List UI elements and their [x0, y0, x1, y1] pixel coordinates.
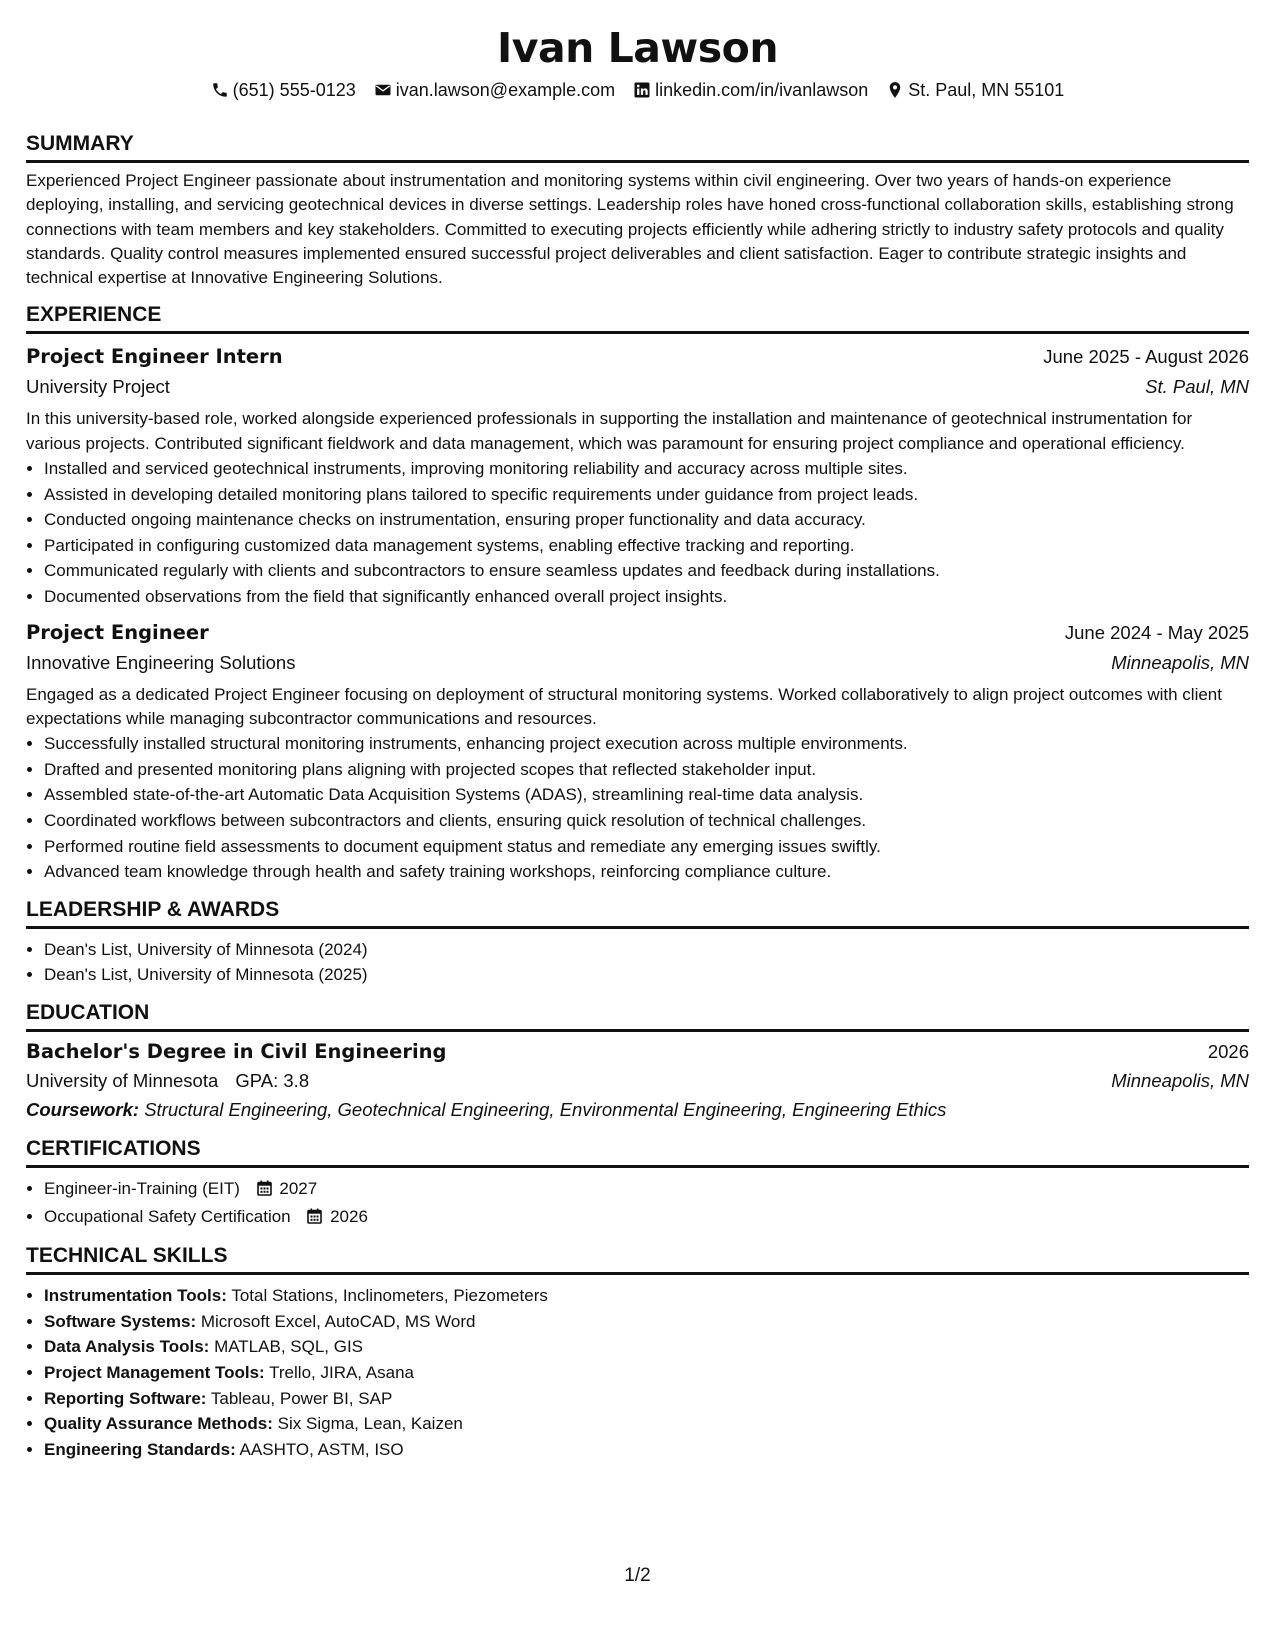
coursework-line — [26, 1095, 1249, 1124]
skill-label: Reporting Software: — [44, 1388, 207, 1408]
job-bullet: • Successfully installed structural monitoring instruments, enhancing project execution across multiple environments. — [44, 731, 1249, 757]
skill-value: Trello, JIRA, Asana — [269, 1362, 415, 1382]
page-number: 1/2 — [624, 1565, 651, 1586]
certification-year: 2027 — [279, 1178, 318, 1198]
experience-section — [26, 302, 1249, 884]
contact-location — [886, 78, 1064, 102]
calendar-icon — [307, 1206, 322, 1232]
job-entry — [26, 343, 1249, 609]
candidate-name: Ivan Lawson — [496, 24, 779, 72]
job-location: St. Paul, MN — [1145, 376, 1249, 398]
coursework-text: Structural Engineering, Geotechnical Engineering, Environmental Engineering, Engineering Ethics — [144, 1098, 947, 1120]
job-dates: June 2024 - May 2025 — [1064, 621, 1249, 643]
job-bullet: • Drafted and presented monitoring plans aligning with projected scopes that reflected stakeholder input. — [44, 757, 1249, 783]
job-bullet: • Assisted in developing detailed monitoring plans tailored to specific requirements under guidance from project leads. — [44, 482, 1249, 508]
skills-list — [26, 1283, 1249, 1462]
section-title-experience: EXPERIENCE — [26, 302, 1249, 334]
job-bullet: • Installed and serviced geotechnical instruments, improving monitoring reliability and accuracy across multiple sites. — [44, 456, 1249, 482]
contact-bar — [26, 78, 1249, 102]
contact-email[interactable] — [374, 78, 615, 102]
skill-value: Tableau, Power BI, SAP — [210, 1388, 393, 1408]
certification-year: 2026 — [330, 1206, 368, 1226]
skills-section — [26, 1243, 1249, 1462]
skill-item — [44, 1437, 1249, 1463]
certification-item — [44, 1204, 1249, 1232]
contact-phone — [211, 78, 356, 102]
job-organization: University Project — [26, 376, 170, 398]
job-title: Project Engineer — [26, 620, 209, 644]
email-link[interactable]: ivan.lawson@example.com — [395, 80, 616, 100]
skill-label: Data Analysis Tools: — [44, 1337, 210, 1357]
summary-section — [26, 131, 1249, 290]
job-dates: June 2025 - August 2026 — [1043, 346, 1249, 368]
skill-value: Six Sigma, Lean, Kaizen — [277, 1414, 463, 1434]
section-title-awards: LEADERSHIP & AWARDS — [26, 897, 1249, 929]
skill-item — [44, 1309, 1249, 1335]
section-title-skills: TECHNICAL SKILLS — [26, 1243, 1249, 1275]
calendar-icon — [257, 1178, 272, 1204]
skill-item — [44, 1334, 1249, 1360]
location-text: St. Paul, MN 55101 — [908, 80, 1065, 100]
job-organization: Innovative Engineering Solutions — [26, 651, 296, 673]
skill-label: Software Systems: — [44, 1311, 197, 1331]
envelope-icon — [374, 81, 392, 99]
job-description: Engaged as a dedicated Project Engineer focusing on deployment of structural monitoring systems. Worked collaboratively to align project outcomes with client expectations while managing subcontractor communications and resources. — [26, 684, 1222, 728]
job-bullet: • Participated in configuring customized data management systems, enabling effective tracking and reporting. — [44, 533, 1249, 559]
education-section — [26, 1000, 1249, 1124]
linkedin-icon — [633, 81, 651, 99]
coursework-label: Coursework: — [26, 1098, 140, 1120]
section-title-summary: SUMMARY — [26, 131, 1249, 163]
skill-label: Instrumentation Tools: — [44, 1286, 227, 1306]
phone-icon — [211, 81, 229, 99]
school-location: Minneapolis, MN — [1111, 1069, 1249, 1091]
summary-text: Experienced Project Engineer passionate about instrumentation and monitoring systems within civil engineering. Over two years of hands-on experience deploying, installing, and servicing geotechnical devices in diverse settings. Leadership roles have honed cross-functional collaboration skills, establishing strong connections with team members and key stakeholders. Committed to executing projects efficiently while adhering strictly to industry safety protocols and quality standards. Quality control measures implemented ensured successful project deliverables and client satisfaction. Eager to contribute strategic insights and technical expertise at Innovative Engineering Solutions. — [26, 171, 1234, 288]
certification-name: Occupational Safety Certification — [44, 1206, 291, 1226]
skill-item — [44, 1411, 1249, 1437]
skill-value: AASHTO, ASTM, ISO — [239, 1439, 404, 1459]
job-bullet: • Advanced team knowledge through health and safety training workshops, reinforcing compliance culture. — [44, 859, 1249, 885]
certification-name: Engineer-in-Training (EIT) — [44, 1178, 240, 1198]
skill-item — [44, 1360, 1249, 1386]
job-bullet: • Documented observations from the field that significantly enhanced overall project insights. — [44, 584, 1249, 610]
job-bullet: • Assembled state-of-the-art Automatic Data Acquisition Systems (ADAS), streamlining real-time data analysis. — [44, 782, 1249, 808]
job-bullets — [26, 731, 1249, 885]
school-name: University of Minnesota — [26, 1069, 219, 1091]
degree-title: Bachelor's Degree in Civil Engineering — [26, 1039, 447, 1063]
job-bullet: • Coordinated workflows between subcontractors and clients, ensuring quick resolution of technical challenges. — [44, 808, 1249, 834]
certification-item — [44, 1176, 1249, 1204]
award-item: • Dean's List, University of Minnesota (2025) — [44, 962, 1249, 988]
job-title: Project Engineer Intern — [26, 345, 283, 369]
job-bullet: • Conducted ongoing maintenance checks on instrumentation, ensuring proper functionality and data accuracy. — [44, 507, 1249, 533]
contact-linkedin[interactable] — [633, 78, 868, 102]
job-entry — [26, 619, 1249, 885]
certifications-section — [26, 1136, 1249, 1231]
section-title-education: EDUCATION — [26, 1000, 1249, 1032]
map-pin-icon — [886, 81, 904, 99]
skill-value: MATLAB, SQL, GIS — [214, 1337, 364, 1357]
job-description: In this university-based role, worked alongside experienced professionals in supporting the installation and maintenance of geotechnical instrumentation for various projects. Contributed significant fieldwork and data management, which was paramount for ensuring project compliance and operational efficiency. — [26, 409, 1193, 453]
job-bullet: • Communicated regularly with clients and subcontractors to ensure seamless updates and feedback during installations. — [44, 558, 1249, 584]
section-title-certifications: CERTIFICATIONS — [26, 1136, 1249, 1168]
awards-list — [26, 937, 1249, 988]
skill-value: Total Stations, Inclinometers, Piezometers — [231, 1286, 548, 1306]
phone-text: (651) 555-0123 — [232, 80, 356, 100]
award-item: • Dean's List, University of Minnesota (2024) — [44, 937, 1249, 963]
skill-label: Project Management Tools: — [44, 1362, 265, 1382]
skill-item — [44, 1386, 1249, 1412]
job-location: Minneapolis, MN — [1111, 651, 1249, 673]
skill-item — [44, 1283, 1249, 1309]
skill-label: Quality Assurance Methods: — [44, 1414, 273, 1434]
graduation-year: 2026 — [1207, 1040, 1249, 1062]
certifications-list — [26, 1176, 1249, 1231]
gpa-text: GPA: 3.8 — [235, 1069, 310, 1091]
skill-value: Microsoft Excel, AutoCAD, MS Word — [200, 1311, 476, 1331]
job-bullet: • Performed routine field assessments to document equipment status and remediate any emerging issues swiftly. — [44, 834, 1249, 860]
skill-label: Engineering Standards: — [44, 1439, 236, 1459]
linkedin-link[interactable]: linkedin.com/in/ivanlawson — [655, 80, 869, 100]
job-bullets — [26, 456, 1249, 610]
awards-section — [26, 897, 1249, 988]
